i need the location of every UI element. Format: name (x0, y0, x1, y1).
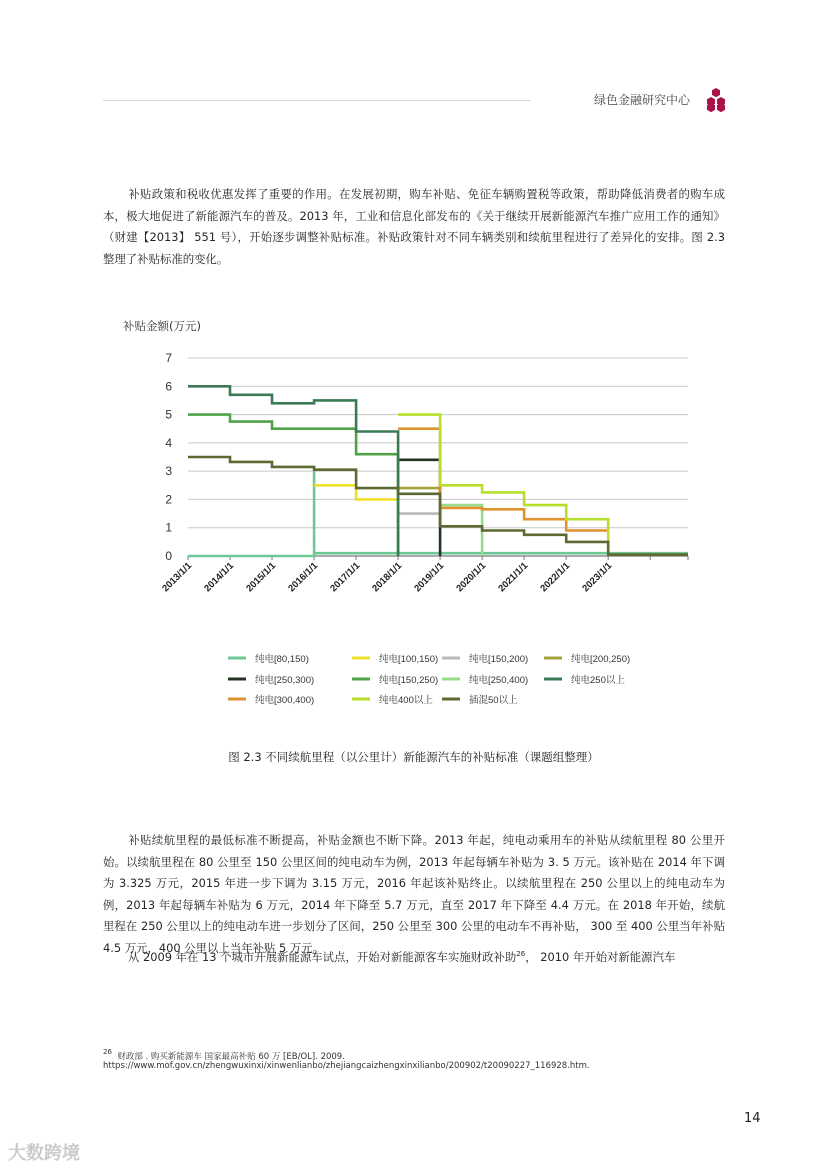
series-line (398, 460, 440, 556)
legend-label: 纯电[150,250) (379, 675, 439, 686)
legend-label: 插混50以上 (469, 695, 518, 706)
legend-label: 纯电[150,200) (469, 654, 529, 665)
legend-label: 纯电400以上 (379, 695, 433, 706)
y-tick-label: 1 (165, 520, 172, 535)
header-rule (103, 100, 531, 101)
page-number: 14 (744, 1111, 761, 1126)
footnote-number: 26 (103, 1048, 112, 1056)
figure-caption: 图 2.3 不同续航里程（以公里计）新能源汽车的补贴标准（课题组整理） (228, 750, 599, 764)
y-tick-label: 2 (165, 492, 172, 507)
x-tick-label: 2022/1/1 (538, 560, 573, 595)
series-line (398, 429, 608, 531)
paragraph-subsidy-intro: 补贴政策和税收优惠发挥了重要的作用。在发展初期，购车补贴、免征车辆购置税等政策，帮助降低消费者的购车成本，极大地促进了新能源汽车的普及。2013 年，工业和信息化部发布的《关于继续开展新能源汽车推广应用工作的通知》（财建【2013】 551 号），开始逐步调整补贴标准。补贴政策针对不同车辆类别和续航里程进行了差异化的安排。图 2.3 整理了补贴标准的变化。 (103, 187, 725, 266)
legend-label: 纯电[300,400) (255, 695, 315, 706)
series-line (440, 505, 482, 556)
chart-y-axis-label: 补贴金额(万元) (123, 319, 201, 333)
legend-label: 纯电250以上 (571, 675, 625, 686)
chart-y-tick-labels (165, 351, 172, 563)
y-tick-label: 3 (165, 464, 172, 479)
watermark: 大数跨境 (8, 1143, 80, 1164)
legend-label: 纯电[80,150) (255, 654, 309, 665)
x-tick-label: 2021/1/1 (496, 560, 531, 595)
header-org-name: 绿色金融研究中心 (594, 93, 691, 107)
series-line (398, 415, 608, 555)
y-tick-label: 6 (165, 379, 172, 394)
x-tick-label: 2014/1/1 (202, 560, 237, 595)
x-tick-label: 2019/1/1 (412, 560, 447, 595)
y-tick-label: 7 (165, 351, 172, 365)
x-tick-label: 2015/1/1 (244, 560, 279, 595)
paragraph-range-decline: 补贴续航里程的最低标准不断提高，补贴金额也不断下降。2013 年起，纯电动乘用车的补贴从续航里程 80 公里开始。以续航里程在 80 公里至 150 公里区间的纯电动车为例，2013 年起每辆车补贴为 3. 5 万元。该补贴在 2014 年下调为 3.325 万元，2015 年进一步下调为 3.15 万元，2016 年起该补贴终止。以续航里程在 250 公里以上的纯电动车为例，2013 年起每辆车补贴为 6 万元，2014 年下降至 5.7 万元，直至 2017 年下降至 4.4 万元。在 2018 年开始，续航里程在 250 公里以上的纯电动车进一步划分了区间，250 公里至 300 公里的电动车不再补贴， 300 至 400 公里当年补贴 4.5 万元，400 公里以上当年补贴 5 万元。 (103, 833, 725, 955)
x-tick-label: 2017/1/1 (328, 560, 363, 595)
legend-label: 纯电[250,300) (255, 675, 315, 686)
legend-label: 纯电[100,150) (379, 654, 439, 665)
y-tick-label: 0 (165, 549, 172, 563)
x-tick-label: 2013/1/1 (160, 560, 195, 595)
y-tick-label: 5 (165, 407, 172, 422)
subsidy-step-chart (150, 340, 710, 740)
chart-legend (228, 653, 630, 706)
paragraph-history: 从 2009 年在 13 个城市开展新能源车试点，开始对新能源客车实施财政补助$^{26}$， 2010 年开始对新能源汽车 (128, 950, 676, 964)
chart-x-tick-labels (160, 560, 615, 594)
footnote-text: 财政部 . 购买新能源车 国家最高补贴 60 万 [EB/OL]. 2009. (117, 1052, 345, 1062)
series-line (188, 415, 398, 556)
x-tick-label: 2020/1/1 (454, 560, 489, 595)
x-tick-label: 2016/1/1 (286, 560, 321, 595)
x-tick-label: 2018/1/1 (370, 560, 405, 595)
footnote-ref[interactable]: 26 (516, 950, 526, 958)
hexagon-logo-icon (705, 87, 727, 113)
legend-label: 纯电[200,250) (571, 654, 631, 665)
legend-label: 纯电[250,400) (469, 675, 529, 686)
y-tick-label: 4 (165, 435, 172, 450)
x-tick-label: 2023/1/1 (580, 560, 615, 595)
footnote-url[interactable]: https://www.mof.gov.cn/zhengwuxinxi/xinwenlianbo/zhejiangcaizhengxinxilianbo/200902/t20090227_116928.htm. (103, 1061, 590, 1071)
